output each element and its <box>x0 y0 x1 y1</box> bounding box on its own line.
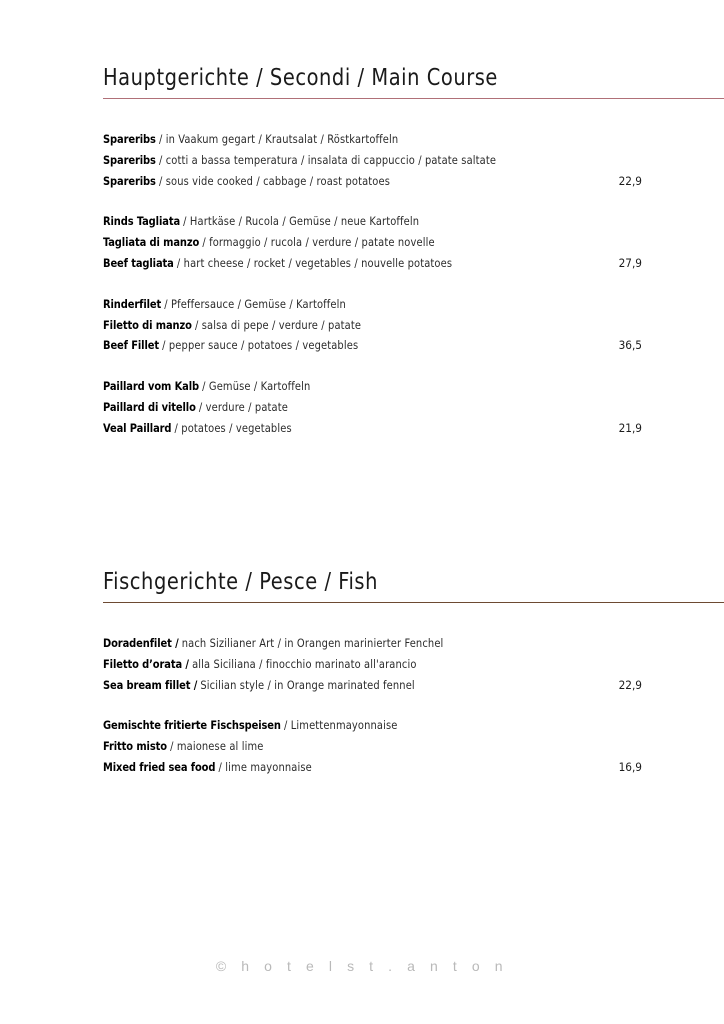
dish-desc-it: / verdure / patate <box>198 399 288 414</box>
dish-desc-en: / sous vide cooked / cabbage / roast potatoes <box>158 173 391 188</box>
menu-item-lines <box>103 129 686 191</box>
menu-item-lines <box>103 211 686 273</box>
menu-line-it <box>103 232 651 253</box>
dish-price: 36,5 <box>618 338 642 353</box>
dish-name-it: Filetto di manzo <box>103 317 192 332</box>
dish-name-it: Tagliata di manzo <box>103 235 200 250</box>
menu-line-de <box>103 211 651 232</box>
menu-item-list <box>103 129 686 439</box>
menu-item-lines <box>103 294 686 356</box>
dish-name-de: Doradenfilet / <box>103 636 179 651</box>
menu-line-de <box>103 376 651 397</box>
dish-name-en: Veal Paillard <box>103 420 172 435</box>
dish-desc-de: nach Sizilianer Art / in Orangen marinierter Fenchel <box>181 636 444 651</box>
dish-name-de: Spareribs <box>103 132 156 147</box>
menu-item <box>103 211 686 273</box>
menu-item <box>103 633 686 695</box>
menu-item-lines <box>103 376 686 438</box>
dish-name-en: Spareribs <box>103 173 156 188</box>
dish-name-it: Paillard di vitello <box>103 399 196 414</box>
dish-price: 21,9 <box>618 420 642 435</box>
section-header <box>103 64 724 91</box>
section-title: Fischgerichte / Pesce / Fish <box>103 567 379 595</box>
dish-desc-de: / Gemüse / Kartoffeln <box>202 379 311 394</box>
dish-price: 22,9 <box>618 677 642 692</box>
dish-desc-en: / hart cheese / rocket / vegetables / nouvelle potatoes <box>176 256 453 270</box>
dish-name-de: Paillard vom Kalb <box>103 379 199 394</box>
menu-line-it <box>103 315 651 336</box>
dish-price: 16,9 <box>618 760 642 774</box>
menu-item <box>103 294 686 356</box>
dish-desc-en: / lime mayonnaise <box>218 760 312 774</box>
menu-line-it <box>103 736 651 757</box>
dish-price: 27,9 <box>618 256 642 270</box>
dish-name-de: Gemischte fritierte Fischspeisen <box>103 718 281 733</box>
dish-price: 22,9 <box>618 173 642 188</box>
menu-section-main-course <box>0 64 724 439</box>
dish-name-en: Mixed fried sea food <box>103 760 216 774</box>
menu-item-lines <box>103 633 686 695</box>
dish-name-de: Rinderfilet <box>103 296 162 311</box>
dish-desc-de: / in Vaakum gegart / Krautsalat / Röstkartoffeln <box>158 132 399 147</box>
menu-item-lines <box>103 715 686 777</box>
dish-name-it: Fritto misto <box>103 739 167 754</box>
dish-desc-de: / Limettenmayonnaise <box>284 718 398 733</box>
menu-line-it <box>103 654 651 675</box>
dish-desc-de: / Pfeffersauce / Gemüse / Kartoffeln <box>164 296 346 311</box>
dish-name-de: Rinds Tagliata <box>103 214 181 229</box>
menu-item-list <box>103 633 686 778</box>
dish-desc-de: / Hartkäse / Rucola / Gemüse / neue Kartoffeln <box>183 214 420 229</box>
menu-line-de <box>103 294 651 315</box>
dish-name-it: Filetto d’orata / <box>103 656 189 671</box>
dish-desc-it: / cotti a bassa temperatura / insalata di cappuccio / patate saltate <box>158 152 497 167</box>
menu-section-fish <box>0 568 724 778</box>
menu-line-en <box>103 335 651 356</box>
dish-name-it: Spareribs <box>103 152 156 167</box>
menu-line-en <box>103 253 651 274</box>
dish-name-en: Beef tagliata <box>103 256 174 270</box>
dish-name-en: Beef Fillet <box>103 338 159 353</box>
menu-line-de <box>103 129 651 150</box>
dish-desc-en: Sicilian style / in Orange marinated fennel <box>200 677 415 692</box>
dish-desc-it: alla Siciliana / finocchio marinato all'arancio <box>192 656 417 671</box>
page-footer <box>0 958 724 974</box>
menu-line-de <box>103 633 651 654</box>
section-header <box>103 568 724 595</box>
menu-line-en <box>103 171 651 192</box>
section-divider-rule <box>103 602 724 603</box>
dish-desc-it: / formaggio / rucola / verdure / patate novelle <box>202 235 435 250</box>
dish-desc-en: / potatoes / vegetables <box>174 420 292 435</box>
menu-line-it <box>103 150 651 171</box>
section-divider-rule <box>103 98 724 99</box>
menu-line-de <box>103 715 651 736</box>
copyright-text: © h o t e l s t . a n t o n <box>215 958 509 974</box>
menu-item <box>103 376 686 438</box>
menu-line-en <box>103 418 651 439</box>
menu-line-it <box>103 397 651 418</box>
menu-line-en <box>103 675 651 696</box>
dish-name-en: Sea bream fillet / <box>103 677 198 692</box>
dish-desc-en: / pepper sauce / potatoes / vegetables <box>162 338 359 353</box>
menu-line-en <box>103 757 651 778</box>
dish-desc-it: / maionese al lime <box>170 739 264 754</box>
menu-item <box>103 129 686 191</box>
section-title: Hauptgerichte / Secondi / Main Course <box>103 63 498 91</box>
menu-item <box>103 715 686 777</box>
dish-desc-it: / salsa di pepe / verdure / patate <box>195 317 362 332</box>
